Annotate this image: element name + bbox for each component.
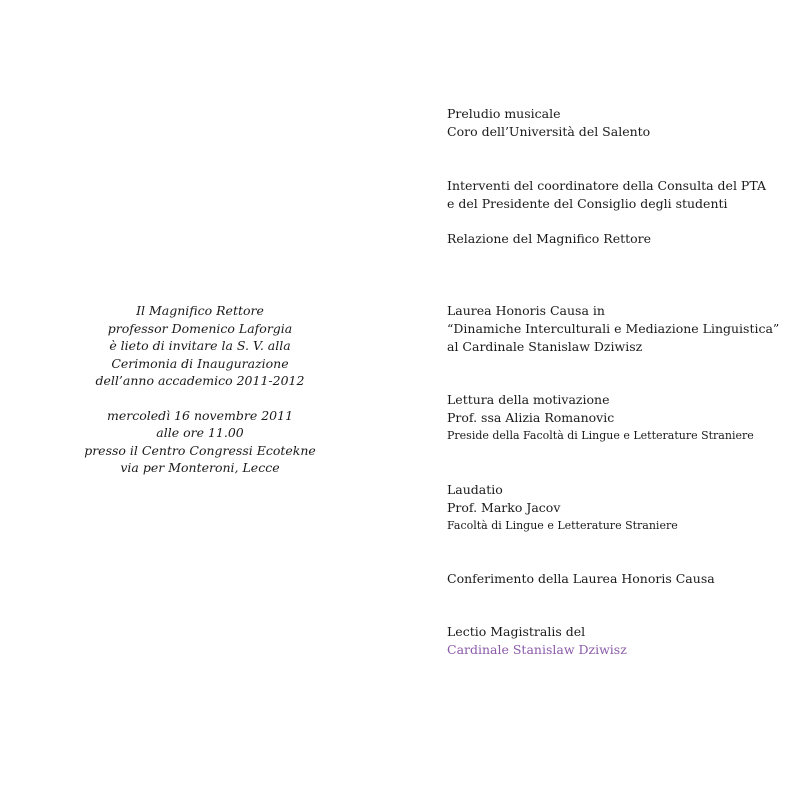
speaker-name: Prof. ssa Alizia Romanovic <box>447 410 615 425</box>
invitation-text <box>80 302 320 477</box>
program-item-conferimento <box>447 570 715 588</box>
speaker-name: Prof. Marko Jacov <box>447 500 561 515</box>
invitation-line-5: dell’anno accademico 2011-2012 <box>95 373 305 388</box>
program-item-title: Interventi del coordinatore della Consulta del PTA <box>447 178 767 193</box>
invitation-line-3: è lieto di invitare la S. V. alla <box>109 338 291 353</box>
program-item-laudatio <box>447 481 678 535</box>
invitation-line-1: Il Magnifico Rettore <box>136 303 264 318</box>
program-item-title: Relazione del Magnifico Rettore <box>447 231 652 246</box>
program-item-title: Laurea Honoris Causa in <box>447 303 605 318</box>
program-item-subtitle: Coro dell’Università del Salento <box>447 124 651 139</box>
program-item-laurea <box>447 302 779 356</box>
program-item-subtitle: “Dinamiche Interculturali e Mediazione Linguistica” <box>447 321 780 336</box>
invitation-line-4: Cerimonia di Inaugurazione <box>111 355 289 371</box>
invitation-line-2: professor Domenico Laforgia <box>107 320 293 336</box>
program-item-subtitle: al Cardinale Stanislaw Dziwisz <box>447 339 643 354</box>
program-item-title: Conferimento della Laurea Honoris Causa <box>447 571 715 586</box>
program-item-interventi <box>447 177 766 213</box>
program-item-title: Lettura della motivazione <box>447 392 610 407</box>
speaker-name-highlight: Cardinale Stanislaw Dziwisz <box>447 642 627 657</box>
program-item-lettura <box>447 391 754 445</box>
program-item-title: Laudatio <box>447 482 503 497</box>
program-item-relazione <box>447 230 651 248</box>
speaker-role: Preside della Facoltà di Lingue e Letterature Straniere <box>447 429 754 442</box>
program-item-title: Lectio Magistralis del <box>447 624 586 639</box>
program-item-title: Preludio musicale <box>447 106 561 121</box>
speaker-role: Facoltà di Lingue e Letterature Straniere <box>447 519 678 532</box>
event-time: alle ore 11.00 <box>156 425 244 440</box>
program-item-lectio <box>447 623 627 659</box>
event-address: via per Monteroni, Lecce <box>120 460 280 475</box>
invitation-spacer <box>80 390 320 407</box>
event-date: mercoledì 16 novembre 2011 <box>106 407 294 423</box>
event-venue: presso il Centro Congressi Ecotekne <box>84 442 316 458</box>
program-item-subtitle: e del Presidente del Consiglio degli studenti <box>447 196 728 211</box>
program-item-preludio <box>447 105 650 141</box>
